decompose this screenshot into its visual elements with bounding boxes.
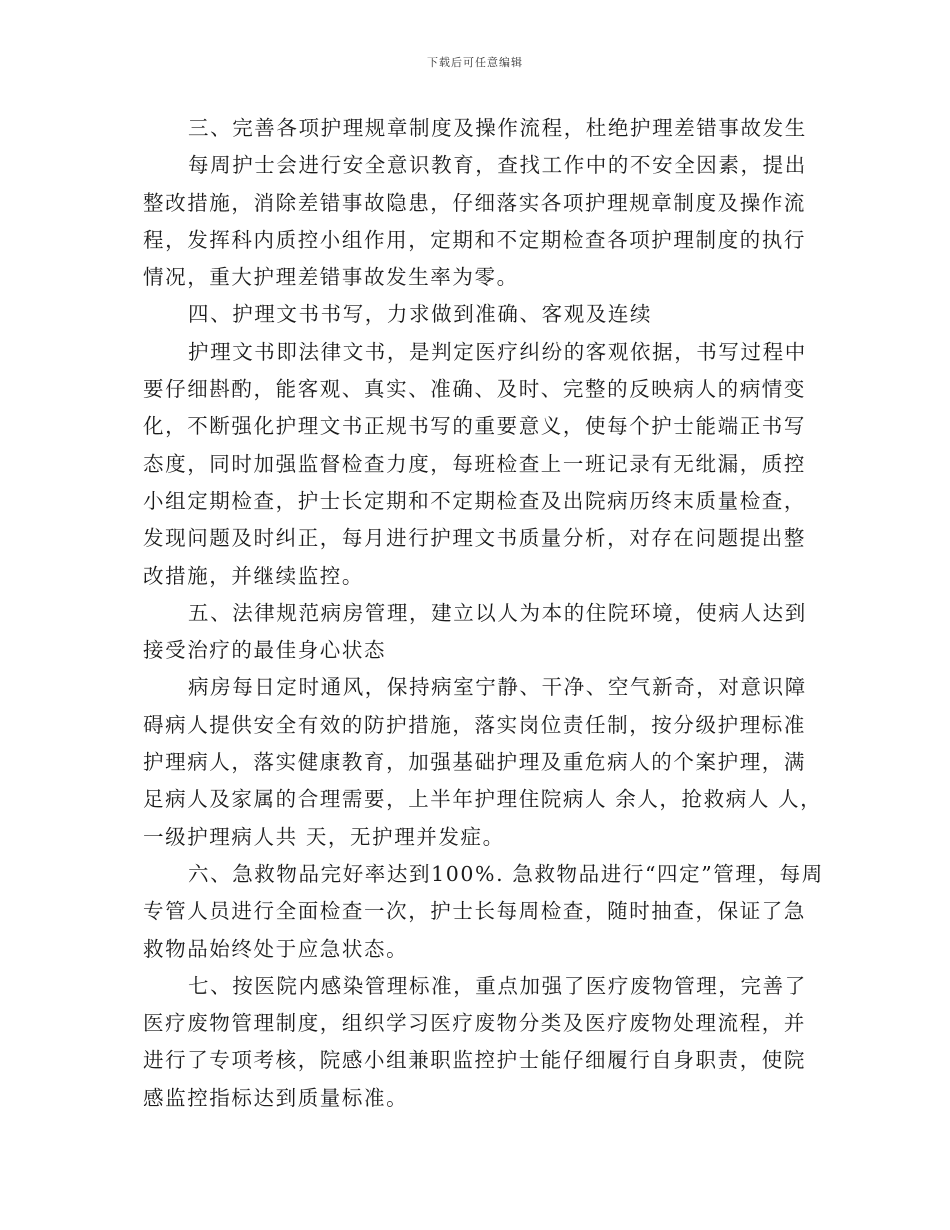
text-line: 四、护理文书书写，力求做到准确、客观及连续 bbox=[188, 302, 653, 327]
text-line: 护理文书即法律文书，是判定医疗纠纷的客观依据，书写过程中 bbox=[188, 339, 807, 364]
text-line: 感监控指标达到质量标准。 bbox=[143, 1085, 409, 1110]
text-line: 碍病人提供安全有效的防护措施，落实岗位责任制，按分级护理标准 bbox=[143, 712, 806, 737]
text-line: 态度，同时加强监督检查力度，每班检查上一班记录有无纰漏，质控 bbox=[143, 451, 806, 476]
text-line: 病房每日定时通风，保持病室宁静、干净、空气新奇，对意识障 bbox=[188, 675, 807, 700]
text-line: 进行了专项考核，院感小组兼职监控护士能仔细履行自身职责，使院 bbox=[143, 1048, 806, 1073]
text-line: 每周护士会进行安全意识教育，查找工作中的不安全因素，提出 bbox=[188, 153, 807, 178]
text-line: 六、急救物品完好率达到100%. 急救物品进行“四定”管理，每周 bbox=[188, 861, 824, 886]
text-line: 护理病人，落实健康教育，加强基础护理及重危病人的个案护理，满 bbox=[143, 750, 806, 775]
text-line: 足病人及家属的合理需要，上半年护理住院病人 余人，抢救病人 人， bbox=[143, 787, 823, 812]
text-line: 五、法律规范病房管理，建立以人为本的住院环境，使病人达到 bbox=[188, 600, 807, 625]
text-line: 七、按医院内感染管理标准，重点加强了医疗废物管理，完善了 bbox=[188, 973, 807, 998]
text-line: 改措施，并继续监控。 bbox=[143, 563, 364, 588]
text-line: 一级护理病人共 天，无护理并发症。 bbox=[143, 824, 505, 849]
text-line: 发现问题及时纠正，每月进行护理文书质量分析，对存在问题提出整 bbox=[143, 526, 806, 551]
text-line: 接受治疗的最佳身心状态 bbox=[143, 638, 387, 663]
text-line: 救物品始终处于应急状态。 bbox=[143, 936, 409, 961]
text-line: 要仔细斟酌，能客观、真实、准确、及时、完整的反映病人的病情变 bbox=[143, 377, 806, 402]
text-line: 化，不断强化护理文书正规书写的重要意义，使每个护士能端正书写 bbox=[143, 414, 806, 439]
text-line: 整改措施，消除差错事故隐患，仔细落实各项护理规章制度及操作流 bbox=[143, 190, 806, 215]
text-line: 专管人员进行全面检查一次，护士长每周检查，随时抽查，保证了急 bbox=[143, 899, 806, 924]
text-line: 程，发挥科内质控小组作用，定期和不定期检查各项护理制度的执行 bbox=[143, 227, 806, 252]
document-body bbox=[143, 110, 823, 1117]
text-line: 情况，重大护理差错事故发生率为零。 bbox=[143, 265, 519, 290]
text-line: 三、完善各项护理规章制度及操作流程，杜绝护理差错事故发生 bbox=[188, 116, 807, 140]
text-line: 医疗废物管理制度，组织学习医疗废物分类及医疗废物处理流程，并 bbox=[143, 1011, 806, 1036]
page-header: 下载后可任意编辑 bbox=[427, 56, 523, 69]
text-line: 小组定期检查，护士长定期和不定期检查及出院病历终末质量检查， bbox=[143, 488, 806, 513]
